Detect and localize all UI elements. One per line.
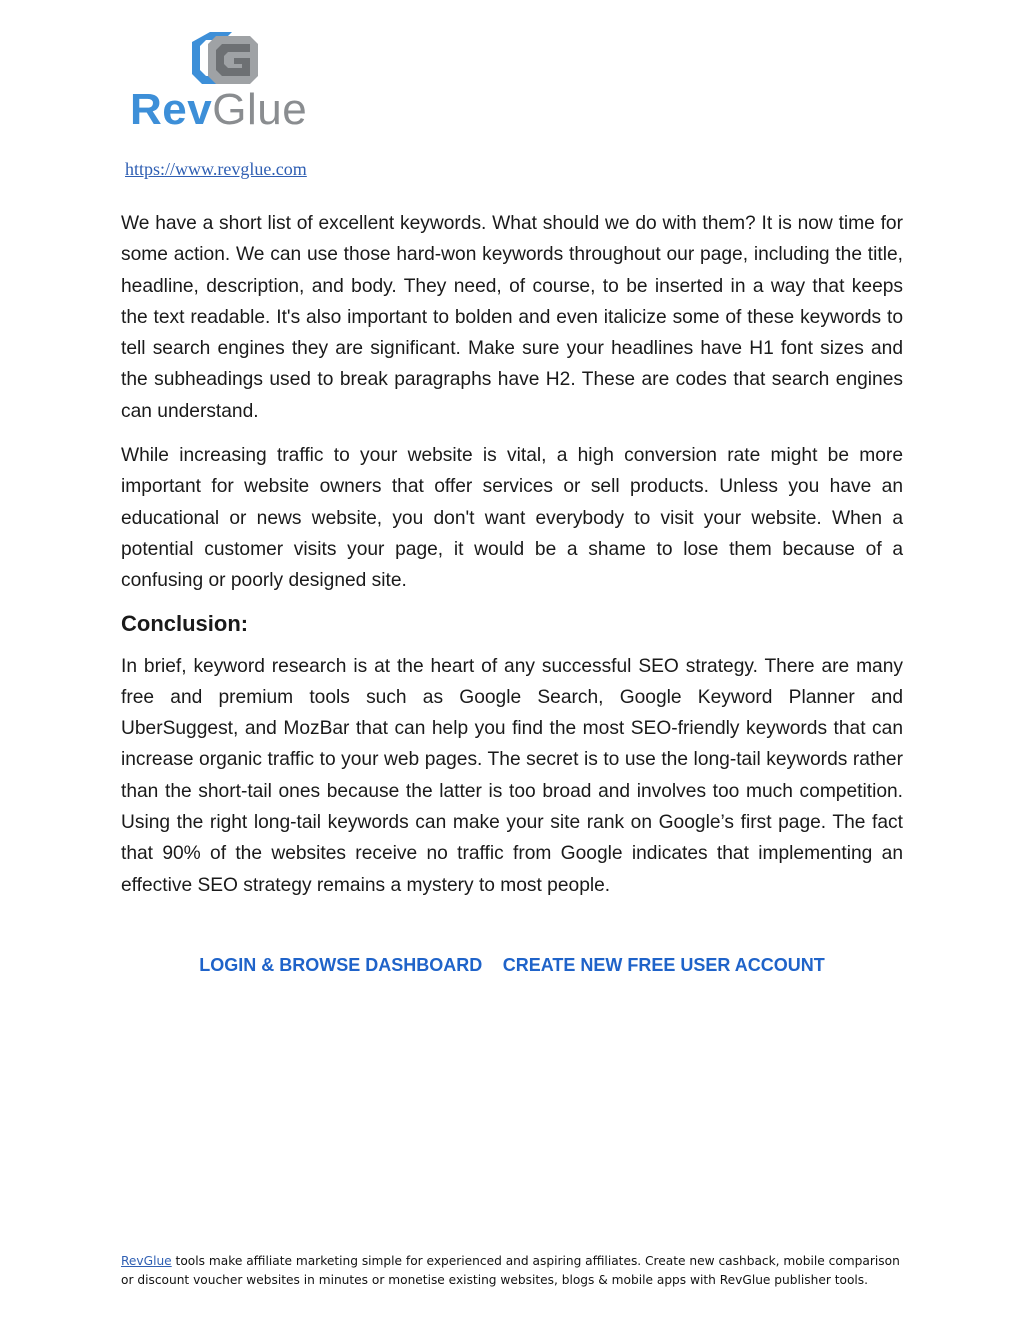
site-url-link[interactable]: https://www.revglue.com — [125, 159, 307, 179]
cta-row — [0, 955, 1024, 976]
logo-glue-text: Glue — [212, 85, 308, 134]
paragraph-conclusion: In brief, keyword research is at the heart of any successful SEO strategy. There are many free and premium tools such as Google Search, Google Keyword Planner and UberSuggest, and MozBar that can help you find the most SEO-friendly keywords that can increase organic traffic to your web pages. The secret is to use the long-tail keywords rather than the short-tail ones because the latter is too broad and involves too much competition. Using the right long-tail keywords can make your site rank on Google’s first page. The fact that 90% of the websites receive no traffic from Google indicates that implementing an effective SEO strategy remains a mystery to most people. — [121, 655, 903, 896]
revglue-logo — [130, 30, 330, 134]
revglue-cube-g-icon — [192, 30, 258, 86]
logo-wordmark — [130, 85, 308, 134]
footer-note — [121, 1252, 911, 1290]
create-account-link[interactable]: CREATE NEW FREE USER ACCOUNT — [502, 955, 825, 975]
article-body — [121, 208, 903, 901]
paragraph-traffic: While increasing traffic to your website is vital, a high conversion rate might be more important for website owners that offer services or sell products. Unless you have an educational or news website, you don't want everybody to visit your website. When a potential customer visits your page, it would be a shame to lose them because of a confusing or poorly designed site. — [121, 445, 903, 592]
conclusion-heading: Conclusion: — [121, 610, 249, 636]
footer-text: tools make affiliate marketing simple for experienced and aspiring affiliates. Create new cashback, mobile comparison or discount voucher websites in minutes or monetise existing websites, blogs & mobile apps with RevGlue publisher tools. — [121, 1254, 900, 1287]
logo-rev-text: Rev — [130, 85, 213, 134]
paragraph-keywords: We have a short list of excellent keywords. What should we do with them? It is now time for some action. We can use those hard-won keywords throughout our page, including the title, headline, description, and body. They need, of course, to be inserted in a way that keeps the text readable. It's also important to bolden and even italicize some of these keywords to tell search engines they are significant. Make sure your headlines have H1 font sizes and the subheadings used to break paragraphs have H2. These are codes that search engines can understand. — [121, 213, 903, 422]
login-dashboard-link[interactable]: LOGIN & BROWSE DASHBOARD — [199, 955, 483, 975]
footer-revglue-link[interactable]: RevGlue — [121, 1254, 172, 1268]
